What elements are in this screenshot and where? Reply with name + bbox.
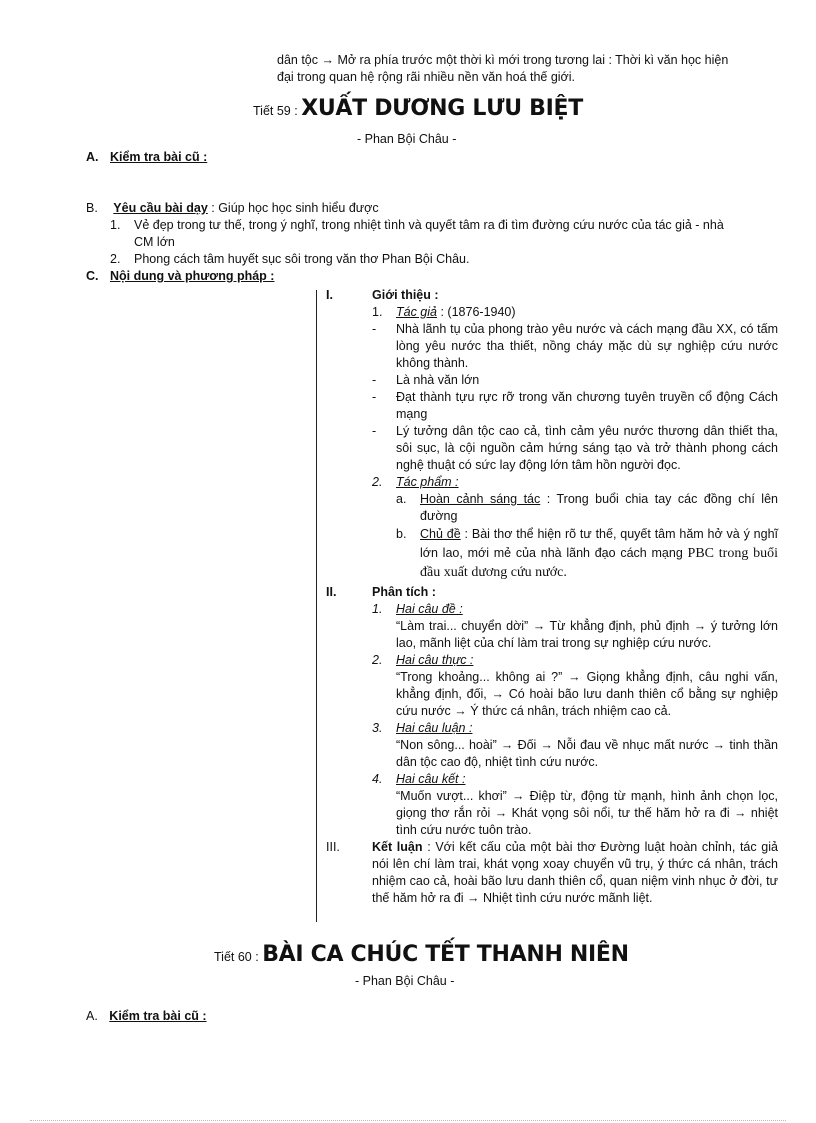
section-b-item-2-text: Phong cách tâm huyết sục sôi trong văn thơ Phan Bội Châu. — [134, 252, 470, 266]
part-3-num: III. — [326, 840, 340, 854]
analysis-1-label: Hai câu đề : — [396, 602, 463, 616]
work-context — [372, 491, 778, 525]
analysis-4-heading — [372, 771, 778, 788]
section-b-heading: Yêu cầu bài dạy — [113, 201, 208, 215]
part-1 — [326, 287, 778, 582]
section-b-item-2 — [86, 251, 778, 268]
lesson-60-section-a-heading: Kiểm tra bài cũ : — [109, 1009, 207, 1023]
author-entry — [372, 304, 778, 321]
section-b — [86, 200, 778, 268]
author-bullet-4-text: Lý tưởng dân tộc cao cả, tình cảm yêu nước thương dân thiết tha, sôi sục, là cội nguồn cảm hứng sáng tạo và trở thành phong cách nghệ thuật có sức lay động lớn tâm hồn người đọc. — [396, 424, 778, 472]
work-theme — [372, 525, 778, 582]
page-bottom-rule — [30, 1120, 786, 1121]
author-bullet-1-text: Nhà lãnh tụ của phong trào yêu nước và cách mạng đầu XX, có tấm lòng yêu nước tha thiết, nồng cháy mặc dù sự nghiệp cứu nước không thành. — [396, 322, 778, 370]
work-theme-text-serif: PBC trong buổi đầu xuất dương cứu nước. — [420, 546, 778, 580]
analysis-4-num: 4. — [372, 772, 383, 786]
work-context-label: Hoàn cảnh sáng tác — [420, 492, 541, 506]
part-3-title: Kết luận — [372, 840, 423, 854]
author-years: : (1876-1940) — [440, 305, 516, 319]
analysis-1-num: 1. — [372, 602, 383, 616]
analysis-3-label: Hai câu luận : — [396, 721, 473, 735]
work-label: Tác phẩm : — [396, 475, 459, 489]
analysis-2-label: Hai câu thực : — [396, 653, 474, 667]
section-b-item-1 — [86, 217, 778, 251]
section-c-letter: C. — [86, 269, 99, 283]
part-1-num: I. — [326, 288, 333, 302]
lesson-60-title — [214, 942, 629, 967]
section-b-letter: B. — [86, 201, 98, 215]
intro-line-1: dân tộc → Mở ra phía trước một thời kì mới trong tương lai : Thời kì văn học hiện — [277, 53, 729, 67]
section-a-heading: Kiểm tra bài cũ : — [109, 150, 208, 164]
work-context-letter: a. — [396, 492, 407, 506]
analysis-2-text: “Trong khoảng... không ai ?” → Giọng khẳng định, câu nghi vấn, khẳng định, đối, → Có hoài bão lưu danh thiên cổ bằng sự nghiệp cứu nước → Ý thức cá nhân, trách nhiệm cao cả. — [396, 670, 778, 718]
section-b-item-1-text-cont: CM lớn — [134, 235, 175, 249]
section-b-rest: : Giúp học học sinh hiểu được — [211, 201, 379, 215]
part-2 — [326, 584, 778, 839]
content-divider-line — [316, 290, 317, 922]
work-context-text: : Trong buổi chia tay các đồng chí lên đường — [420, 492, 778, 523]
lesson-59-prefix: Tiết 59 : — [253, 104, 298, 118]
part-1-title: Giới thiệu : — [372, 288, 439, 302]
intro-paragraph — [277, 52, 777, 86]
section-a — [86, 149, 207, 166]
section-a-letter: A. — [86, 150, 99, 164]
analysis-1-text: “Làm trai... chuyển dời” → Từ khẳng định, phủ định → ý tưởng lớn lao, mãnh liệt của chí làm trai trong sự nghiệp cứu nước. — [396, 619, 778, 650]
analysis-2-num: 2. — [372, 653, 383, 667]
lesson-60-prefix: Tiết 60 : — [214, 950, 259, 964]
section-b-item-2-num: 2. — [110, 252, 121, 266]
author-bullet-1: - Nhà lãnh tụ của phong trào yêu nước và cách mạng đầu XX, có tấm lòng yêu nước tha thiết, nồng cháy mặc dù sự nghiệp cứu nước không thành. — [372, 322, 778, 370]
author-label: Tác giả — [396, 305, 437, 319]
section-b-item-1-text: Vẻ đẹp trong tư thế, trong ý nghĩ, trong nhiệt tình và quyết tâm ra đi tìm đường cứu nước của tác giả - nhà — [134, 218, 724, 232]
analysis-4-label: Hai câu kết : — [396, 772, 466, 786]
analysis-4-text: “Muốn vượt... khơi” → Điệp từ, động từ mạnh, hình ảnh chọn lọc, giọng thơ rắn rỏi → Khát vọng sôi nổi, tư thế hăm hở ra đi → nhiệt tình cứu nước tuôn trào. — [396, 789, 778, 837]
intro-line-2: đại trong quan hệ rộng rãi nhiều nền văn hoá thế giới. — [277, 70, 575, 84]
lesson-60-section-a — [86, 1008, 207, 1025]
analysis-2-heading — [372, 652, 778, 669]
analysis-3-heading — [372, 720, 778, 737]
author-bullet-3-text: Đạt thành tựu rực rỡ trong văn chương tuyên truyền cổ động Cách mạng — [396, 390, 778, 421]
author-bullet-4: - Lý tưởng dân tộc cao cả, tình cảm yêu nước thương dân thiết tha, sôi sục, là cội nguồn cảm hứng sáng tạo và trở thành phong cách nghệ thuật có sức lay động lớn tâm hồn người đọc. — [372, 424, 778, 472]
author-bullet-2: - Là nhà văn lớn — [372, 373, 480, 387]
work-entry — [372, 474, 778, 491]
work-theme-text: : Bài thơ thể hiện rõ tư thế, quyết tâm hăm hở và ý nghĩ lớn lao, mới mẻ của nhà lãnh đạo cách mạng — [420, 527, 779, 560]
lesson-59-author: - Phan Bội Châu - — [357, 132, 457, 146]
part-3-text: : Với kết cấu của một bài thơ Đường luật hoàn chỉnh, tác giả nói lên chí làm trai, khát vọng xoay chuyển vũ trụ, ý thức cá nhân, trách nhiệm cao cả, hoài bão lưu danh thiên cổ, quan niệm vinh nhục ở đời, tư thế hăm hở ra đi → Nhiệt tình cứu nước mãnh liệt. — [372, 840, 778, 905]
analysis-3-text: “Non sông... hoài” → Đối → Nỗi đau về nhục mất nước → tinh thần dân tộc cao độ, nhiệt tình cứu nước. — [396, 738, 778, 769]
lesson-59-title — [253, 96, 583, 121]
content-column — [326, 287, 778, 907]
author-num: 1. — [372, 305, 383, 319]
analysis-3-num: 3. — [372, 721, 383, 735]
lesson-59-heading: XUẤT DƯƠNG LƯU BIỆT — [301, 96, 583, 121]
lesson-60-section-a-letter: A. — [86, 1009, 98, 1023]
work-theme-label: Chủ đề — [420, 527, 461, 541]
section-b-item-1-num: 1. — [110, 218, 121, 232]
part-2-num: II. — [326, 585, 337, 599]
part-2-title: Phân tích : — [372, 585, 436, 599]
work-num: 2. — [372, 475, 383, 489]
analysis-1-heading — [372, 601, 778, 618]
lesson-60-heading: BÀI CA CHÚC TẾT THANH NIÊN — [262, 942, 629, 967]
section-c — [86, 268, 274, 285]
lesson-60-author: - Phan Bội Châu - — [355, 974, 455, 988]
part-3 — [326, 839, 778, 907]
work-theme-letter: b. — [396, 527, 407, 541]
author-bullet-2-text: Là nhà văn lớn — [396, 373, 480, 387]
author-bullet-3: - Đạt thành tựu rực rỡ trong văn chương tuyên truyền cổ động Cách mạng — [372, 390, 778, 421]
section-c-heading: Nội dung và phương pháp : — [109, 269, 275, 283]
